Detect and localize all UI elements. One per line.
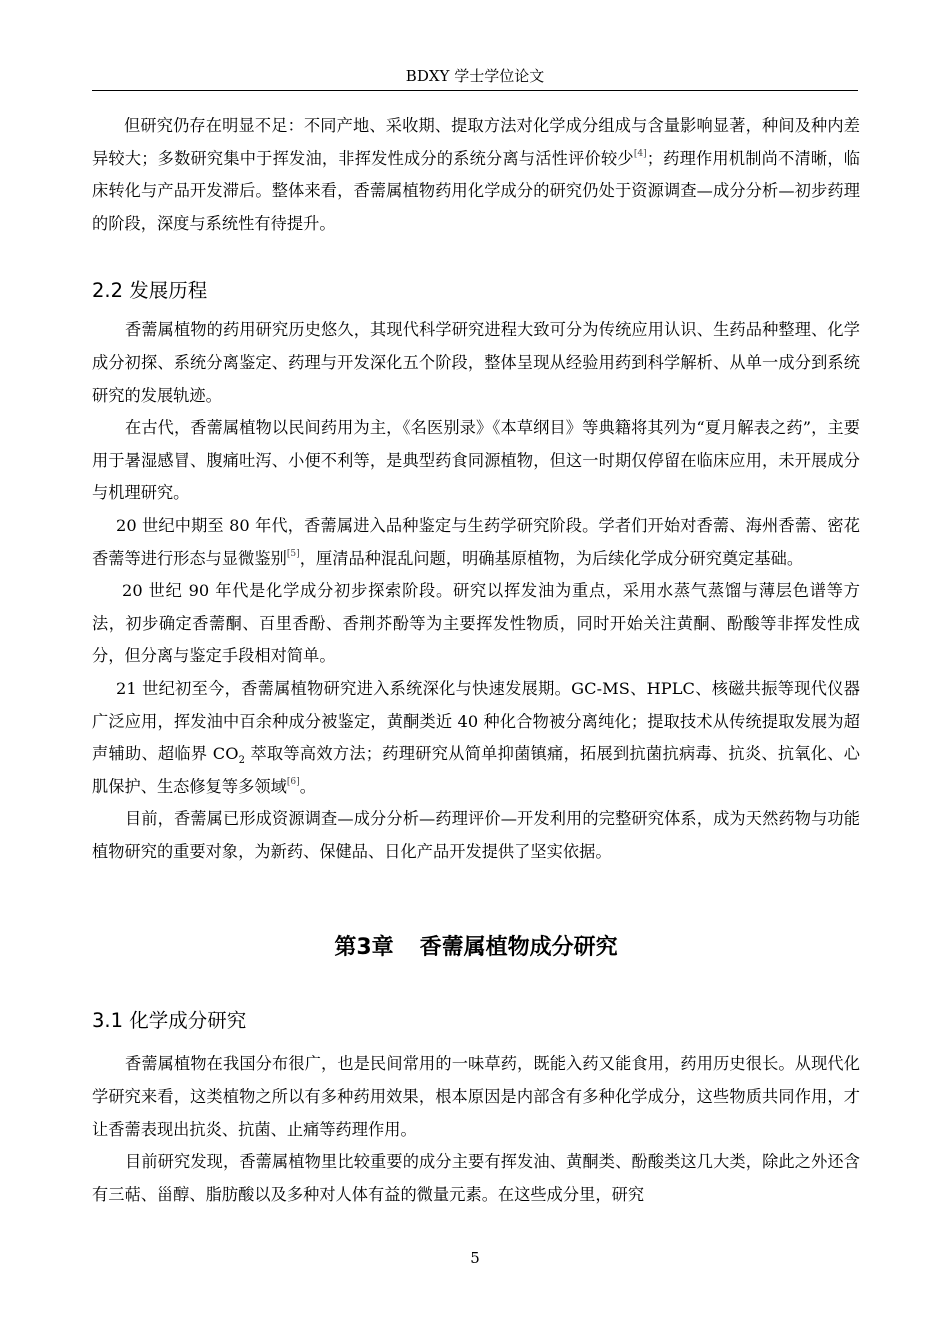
citation: [4] [633,148,647,159]
chapter-number: 第3章 [334,935,394,961]
paragraph-history-current: 目前，香薷属已形成资源调查—成分分析—药理评价—开发利用的完整研究体系，成为天然药物与功能植物研究的重要对象，为新药、保健品、日化产品开发提供了坚实依据。 [92,809,860,861]
paragraph-history-21st-century [92,673,860,803]
section-heading-2-2: 2.2 发展历程 [92,279,208,303]
paragraph-limitations [92,110,860,240]
page-number: 5 [470,1249,480,1267]
paragraph-chem-intro: 香薷属植物在我国分布很广，也是民间常用的一味草药，既能入药又能食用，药用历史很长。从现代化学研究来看，这类植物之所以有多种药用效果，根本原因是内部含有多种化学成分，这些物质共同作用，才让香薷表现出抗炎、抗菌、止痛等药理作用。 [92,1054,860,1139]
paragraph-text: 20 世纪中期至 80 年代，香薷属进入品种鉴定与生药学研究阶段。学者们开始对香薷、海州香薷、密花香薷等进行形态与显微鉴别 [92,515,860,568]
subscript: 2 [238,755,245,767]
paragraph-history-overview: 香薷属植物的药用研究历史悠久，其现代科学研究进程大致可分为传统应用认识、生药品种整理、化学成分初探、系统分离鉴定、药理与开发深化五个阶段，整体呈现从经验用药到科学解析、从单一成分到系统研究的发展轨迹。 [92,320,860,405]
paragraph-text: 21 世纪初至今，香薷属植物研究进入系统深化与快速发展期。GC-MS、HPLC、核磁共振等现代仪器广泛应用，挥发油中百余种成分被鉴定，黄酮类近 40 种化合物被分离纯化；提取技术从传统提取发展为超声辅助、超临界 CO [92,678,860,764]
paragraph-text: 萃取等高效方法；药理研究从简单抑菌镇痛，拓展到抗菌抗病毒、抗炎、抗氧化、心肌保护、生态修复等多领域 [92,744,860,796]
paragraph-history-ancient: 在古代，香薷属植物以民间药用为主，《名医别录》《本草纲目》等典籍将其列为“夏月解表之药”，主要用于暑湿感冒、腹痛吐泻、小便不利等，是典型药食同源植物，但这一时期仅停留在临床应用，未开展成分与机理研究。 [92,418,860,503]
paragraph-history-mid-century [92,510,860,575]
page-header: BDXY 学士学位论文 [405,67,545,85]
chapter-title [92,932,860,964]
paragraph-text: 。 [299,776,317,796]
paragraph-text: 但研究仍存在明显不足：不同产地、采收期、提取方法对化学成分组成与含量影响显著，种间及种内差异较大；多数研究集中于挥发油，非挥发性成分的系统分离与活性评价较少 [92,116,860,168]
page-body [92,110,860,1211]
paragraph-chem-components: 目前研究发现，香薷属植物里比较重要的成分主要有挥发油、黄酮类、酚酸类这几大类，除此之外还含有三萜、甾醇、脂肪酸以及多种对人体有益的微量元素。在这些成分里，研究 [92,1152,860,1204]
citation: [6] [286,776,300,787]
header-rule [92,90,858,91]
paragraph-text: ，厘清品种混乱问题，明确基原植物，为后续化学成分研究奠定基础。 [299,548,804,568]
section-heading-3-1: 3.1 化学成分研究 [92,1009,247,1033]
paragraph-text: ；药理作用机制尚不清晰，临床转化与产品开发滞后。整体来看，香薷属植物药用化学成分的研究仍处于资源调查—成分分析—初步药理的阶段，深度与系统性有待提升。 [92,148,860,233]
chapter-title-text: 香薷属植物成分研究 [419,935,618,961]
paragraph-history-1990s: 20 世纪 90 年代是化学成分初步探索阶段。研究以挥发油为重点，采用水蒸气蒸馏与薄层色谱等方法，初步确定香薷酮、百里香酚、香荆芥酚等为主要挥发性物质，同时开始关注黄酮、酚酸等非挥发性成分，但分离与鉴定手段相对简单。 [92,581,860,666]
citation: [5] [286,548,300,559]
